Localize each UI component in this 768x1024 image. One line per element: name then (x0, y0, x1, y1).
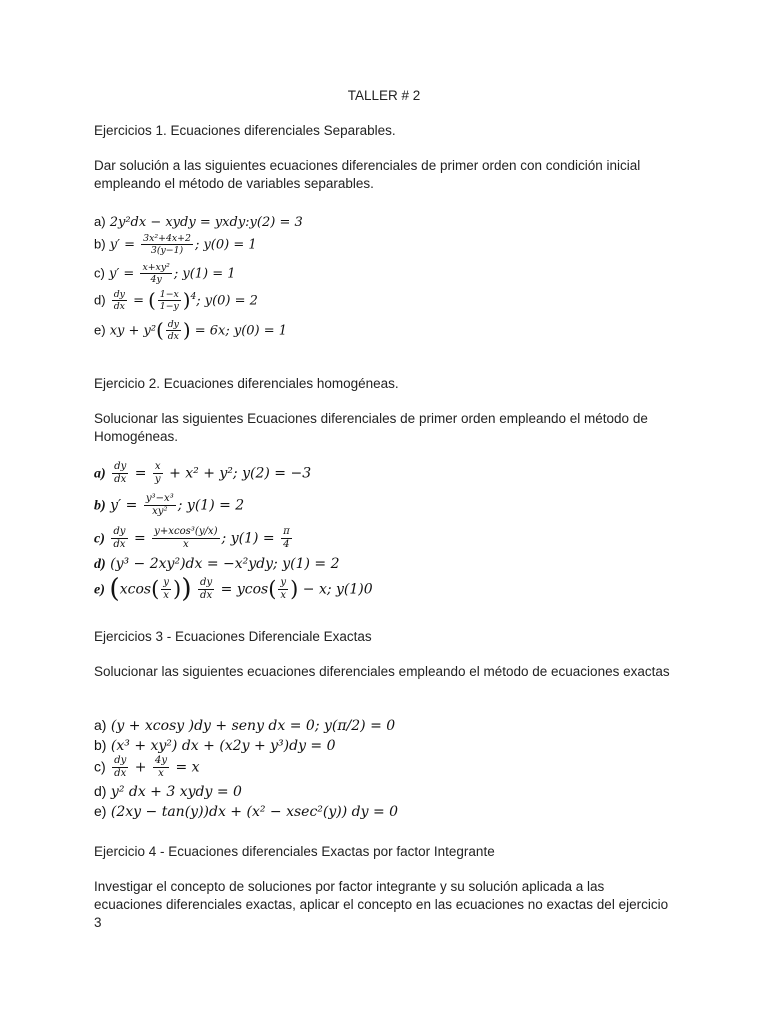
fraction: $\frac{\text{y+xcos³(y/x)}}{x}$ (154, 526, 218, 551)
section1-intro: Dar solución a las siguientes ecuaciones diferenciales de primer orden con condición inicial empleando el método de variables separables. (94, 158, 641, 191)
fraction: $\frac{y}{x}$ (280, 576, 287, 601)
s2-item-b: b) y′ = $\frac{\text{y³−x³}}{\text{xy²}}$ ; y(1) = 2 (94, 493, 245, 518)
s1-item-d: d) $\frac{dy}{dx}$ = ( $\frac{1-x}{1-y}$ )$^4$; y(0) = 2 (94, 289, 258, 313)
fraction: $\frac{dy}{dx}$ (113, 289, 125, 313)
fraction: $\frac{dy}{dx}$ (114, 755, 127, 780)
s1-item-e: e) xy + y²( $\frac{dy}{dx}$ ) = 6x; y(0) = 1 (94, 319, 288, 343)
fraction: $\frac{x}{y}$ (154, 461, 161, 486)
s3-item-e: e) (2xy − tan(y))dx + (x² − xsec²(y)) dy = 0 (94, 803, 399, 820)
fraction: $\frac{4y}{x}$ (154, 755, 168, 780)
fraction: $\frac{dy}{dx}$ (114, 461, 127, 486)
s2-item-c: c) $\frac{dy}{dx}$ = $\frac{\text{y+xcos³(y/x)}}{x}$ ; y(1) = $\frac{\pi}{4}$ (94, 526, 290, 551)
fraction: $\frac{dy}{dx}$ (167, 319, 179, 343)
s1-item-a: a) 2y²dx − xydy = yxdy:y(2) = 3 (94, 214, 303, 230)
fraction: $\frac{\text{x+xy²}}{4y}$ (142, 262, 170, 286)
s3-item-d: d) y² dx + 3 xydy = 0 (94, 783, 242, 800)
s3-item-c: c) $\frac{dy}{dx}$ + $\frac{4y}{x}$ = x (94, 755, 200, 780)
section3-intro: Solucionar las siguientes ecuaciones diferenciales empleando el método de ecuaciones exactas (94, 664, 670, 679)
s1-item-b: b) y′ = $\frac{\text{3x²+4x+2}}{3(y-1)}$ ; y(0) = 1 (94, 233, 257, 257)
s2-item-d: d) (y³ − 2xy²)dx = −x²ydy; y(1) = 2 (94, 556, 340, 572)
document-title: TALLER # 2 (347, 88, 421, 103)
s1-item-c: c) y′ = $\frac{\text{x+xy²}}{4y}$ ; y(1) = 1 (94, 262, 236, 286)
s2-item-e: e) (xcos( $\frac{y}{x}$ )) $\frac{dy}{dx}$ = ycos( $\frac{y}{x}$ ) − x; y(1)0 (94, 573, 373, 604)
s3-item-b: b) (x³ + xy²) dx + (x2y + y³)dy = 0 (94, 737, 336, 754)
s2-item-a: a) $\frac{dy}{dx}$ = $\frac{x}{y}$ + x² + y²; y(2) = −3 (94, 461, 312, 486)
section4-heading: Ejercicio 4 - Ecuaciones diferenciales Exactas por factor Integrante (94, 844, 495, 859)
section1-heading: Ejercicios 1. Ecuaciones diferenciales Separables. (94, 123, 396, 138)
fraction: $\frac{dy}{dx}$ (113, 526, 126, 551)
fraction: $\frac{\text{3x²+4x+2}}{3(y-1)}$ (143, 233, 191, 257)
section2-heading: Ejercicio 2. Ecuaciones diferenciales homogéneas. (94, 376, 399, 391)
fraction: $\frac{dy}{dx}$ (200, 576, 213, 601)
fraction: $\frac{y}{x}$ (163, 576, 169, 601)
fraction: $\frac{\pi}{4}$ (283, 526, 290, 551)
fraction: $\frac{1-x}{1-y}$ (159, 289, 179, 313)
section3-heading: Ejercicios 3 - Ecuaciones Diferenciale Exactas (94, 629, 372, 644)
s3-item-a: a) (y + xcosy )dy + seny dx = 0; y(π/2) = 0 (94, 717, 396, 734)
fraction: $\frac{\text{y³−x³}}{\text{xy²}}$ (145, 493, 174, 518)
section4-intro: Investigar el concepto de soluciones por factor integrante y su solución aplicada a las ecuaciones diferenciales exactas, aplicar el concepto en las ecuaciones no exactas del ejercicio 3 (94, 879, 669, 930)
section2-intro: Solucionar las siguientes Ecuaciones diferenciales de primer orden empleando el método de Homogéneas. (94, 411, 648, 444)
